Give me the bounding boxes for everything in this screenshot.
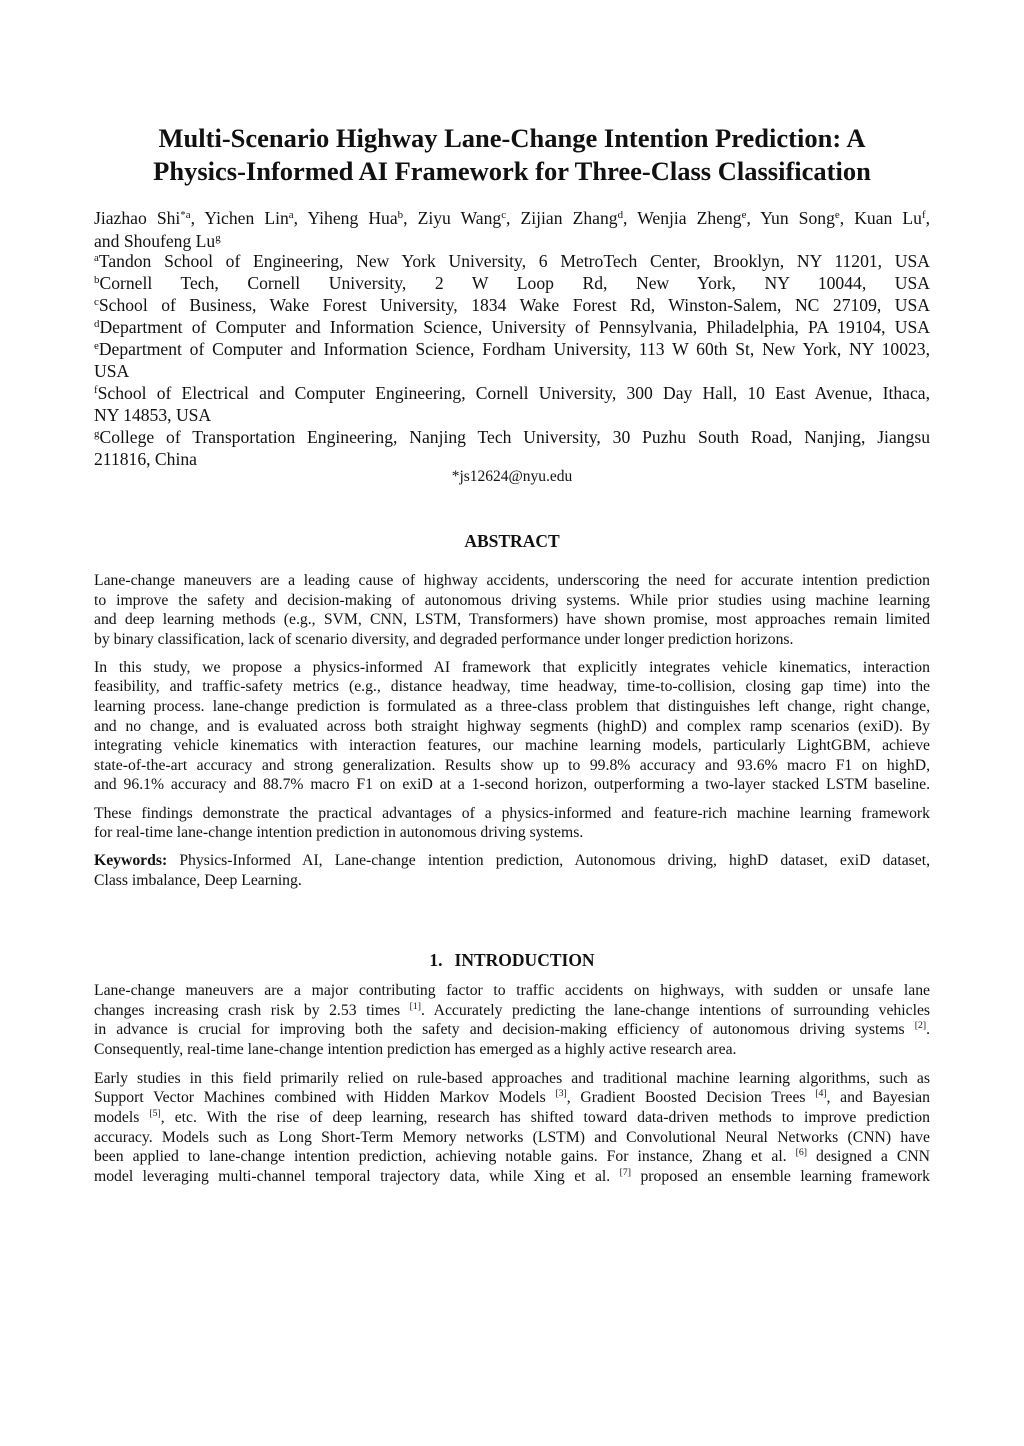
intro-paragraph: Early studies in this field primarily relied on rule-based approaches and traditional machine learning algorithms, such as Support Vector Machines combined with Hidden Markov Models [3], Gradient Boosted Decision Trees [4], and Bayesian models [5], etc. With the rise of deep learning, research has shifted toward data-driven methods to improve prediction accuracy. Models such as Long Short-Term Memory networks (LSTM) and Convolutional Neural Networks (CNN) have been applied to lane-change intention prediction, achieving notable gains. For instance, Zhang et al. [6] designed a CNN model leveraging multi-channel temporal trajectory data, while Xing et al. [7] proposed an ensemble learning framework: [94, 1069, 930, 1185]
author-name: Yiheng Hua$^b$,: [307, 208, 408, 228]
affiliation-c: $^c$School of Business, Wake Forest University, 1834 Wake Forest Rd, Winston-Salem, NC 27109, USA: [94, 295, 930, 315]
abstract-paragraph: These findings demonstrate the practical advantages of a physics-informed and feature-rich machine learning framework for real-time lane-change intention prediction in autonomous driving systems.: [94, 804, 930, 842]
paper-title: [94, 122, 930, 188]
citation: [1]: [409, 1000, 421, 1012]
abstract-paragraph: In this study, we propose a physics-informed AI framework that explicitly integrates vehicle kinematics, interaction feasibility, and traffic-safety metrics (e.g., distance headway, time headway, time-to-collision, closing gap time) into the learning process. lane-change prediction is formulated as a three-class problem that distinguishes left change, right change, and no change, and is evaluated across both straight highway segments (highD) and complex ramp scenarios (exiD). By integrating vehicle kinematics with interaction features, our machine learning models, particularly LightGBM, achieve state-of-the-art accuracy and strong generalization. Results show up to 99.8% accuracy and 93.6% macro F1 on highD, and 96.1% accuracy and 88.7% macro F1 on exiD at a 1-second horizon, outperforming a two-layer stacked LSTM baseline.: [94, 658, 930, 794]
author-line: [94, 207, 930, 230]
citation: [4]: [815, 1088, 827, 1100]
section-number: 1.: [429, 950, 443, 970]
affiliation-b: $^b$Cornell Tech, Cornell University, 2 W Loop Rd, New York, NY 10044, USA: [94, 273, 930, 293]
intro-paragraph: Lane-change maneuvers are a major contributing factor to traffic accidents on highways, with sudden or unsafe lane changes increasing crash risk by 2.53 times [1]. Accurately predicting the lane-change intentions of surrounding vehicles in advance is crucial for improving both the safety and decision-making efficiency of autonomous driving systems [2]. Consequently, real-time lane-change intention prediction has emerged as a highly active research area.: [94, 982, 931, 1058]
citation: [3]: [555, 1088, 567, 1100]
title-line: Multi-Scenario Highway Lane-Change Intention Prediction: A: [158, 123, 866, 153]
author-list: [94, 207, 930, 253]
abstract-body: [94, 571, 930, 899]
introduction-body: [94, 981, 930, 1196]
abstract-heading: ABSTRACT: [464, 531, 560, 551]
affiliation-f: $^f$School of Electrical and Computer Engineering, Cornell University, 300 Day Hall, 10 East Avenue, Ithaca, NY 14853, USA: [94, 383, 930, 425]
author-name: Ziyu Wang$^c$,: [417, 208, 511, 228]
affiliation-e: $^e$Department of Computer and Information Science, Fordham University, 113 W 60th St, New York, NY 10023, USA: [94, 339, 930, 381]
citation: [7]: [619, 1167, 631, 1179]
keywords-label: Keywords:: [94, 852, 168, 870]
affiliation-list: [94, 250, 930, 470]
citation: [2]: [914, 1020, 927, 1032]
author-name: Shoufeng Lu$^g$: [123, 231, 221, 251]
affiliation-g: $^g$College of Transportation Engineering, Nanjing Tech University, 30 Puzhu South Road, Nanjing, Jiangsu 211816, China: [94, 427, 930, 469]
abstract-paragraph: Lane-change maneuvers are a leading cause of highway accidents, underscoring the need for accurate intention prediction to improve the safety and decision-making of autonomous driving systems. While prior studies using machine learning and deep learning methods (e.g., SVM, CNN, LSTM, Transformers) have shown promise, most approaches remain limited by binary classification, lack of scenario diversity, and degraded performance under longer prediction horizons.: [94, 572, 930, 648]
introduction-heading: [94, 949, 930, 971]
author-name: Yichen Lin$^a$,: [204, 208, 299, 228]
title-line: Physics-Informed AI Framework for Three-Class Classification: [153, 156, 871, 186]
author-name: Jiazhao Shi$^{*a}$,: [94, 208, 195, 228]
author-name: Kuan Lu$^f$,: [854, 208, 930, 228]
citation: [6]: [795, 1147, 807, 1159]
keywords: Keywords: Physics-Informed AI, Lane-change intention prediction, Autonomous driving, highD dataset, exiD dataset, Class imbalance, Deep Learning.: [94, 852, 931, 889]
author-name: Zijian Zhang$^d$,: [520, 208, 628, 228]
author-name: Wenjia Zheng$^e$,: [637, 208, 751, 228]
corresponding-email[interactable]: *js12624@nyu.edu: [451, 468, 573, 485]
affiliation-d: $^d$Department of Computer and Information Science, University of Pennsylvania, Philadelphia, PA 19104, USA: [94, 317, 930, 337]
author-name: Yun Song$^e$,: [760, 208, 845, 228]
citation: [5]: [149, 1108, 161, 1120]
author-line: and Shoufeng Lu$^g$: [94, 231, 221, 251]
section-title: INTRODUCTION: [454, 950, 595, 970]
affiliation-a: $^a$Tandon School of Engineering, New York University, 6 MetroTech Center, Brooklyn, NY 11201, USA: [94, 251, 930, 271]
